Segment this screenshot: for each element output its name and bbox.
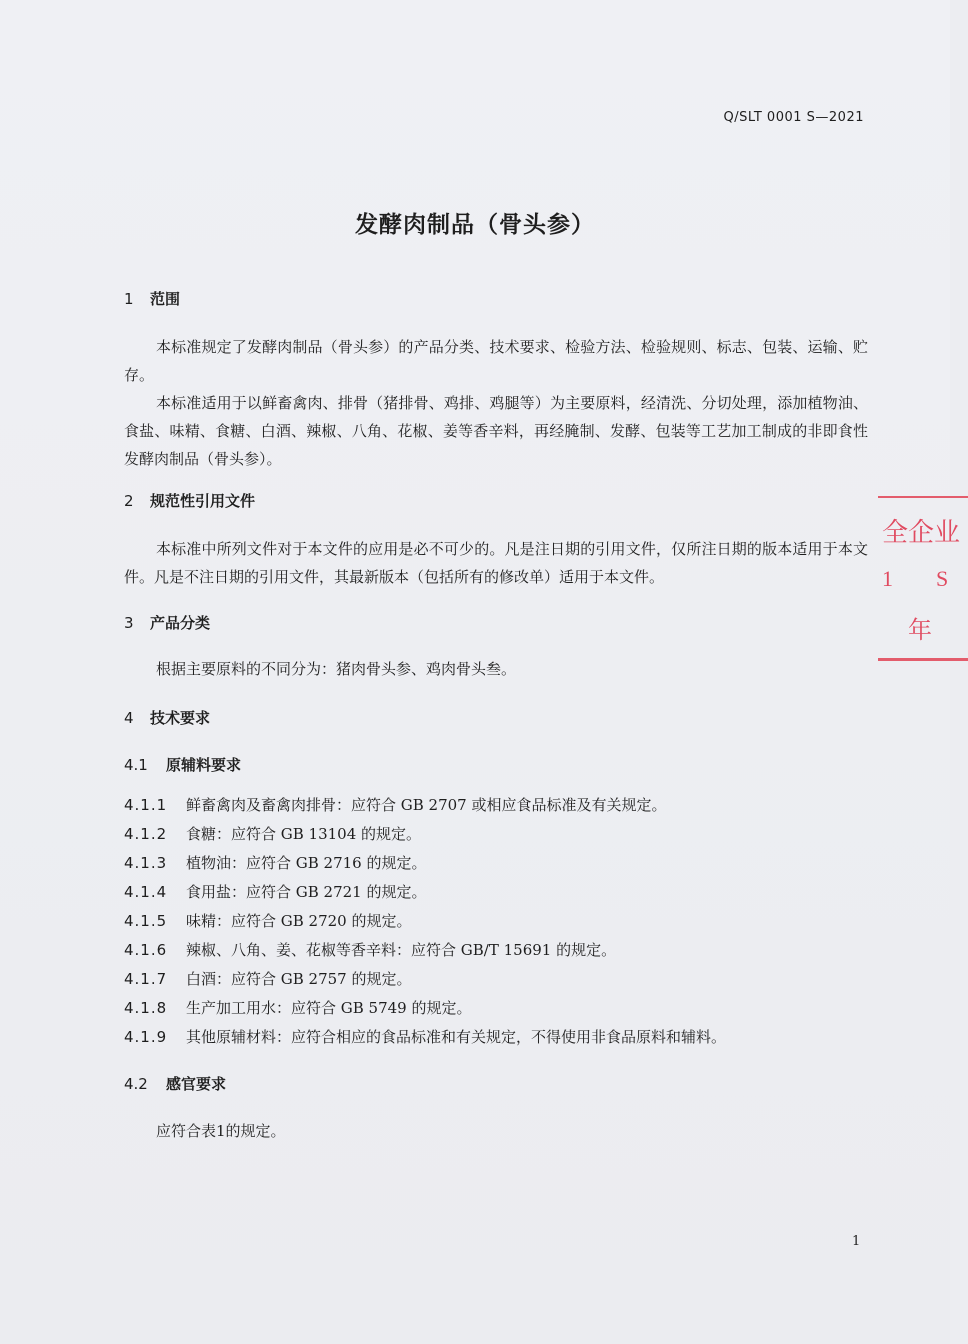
- stamp-text: 1: [882, 566, 893, 591]
- section-number: 3: [124, 614, 134, 632]
- section-heading-scope: [124, 288, 180, 309]
- subsection-number: 4.2: [124, 1075, 148, 1093]
- references-paragraph: 本标准中所列文件对于本文件的应用是必不可少的。凡是注日期的引用文件，仅所注日期的版本适用于本文件。凡是不注日期的引用文件，其最新版本（包括所有的修改单）适用于本文件。: [124, 540, 868, 586]
- stamp-text: 年: [908, 618, 932, 644]
- classification-paragraph: 根据主要原料的不同分为：猪肉骨头参、鸡肉骨头叁。: [156, 660, 517, 678]
- item-text: 植物油：应符合 GB 2716 的规定。: [186, 854, 427, 872]
- document-title: 发酵肉制品（骨头参）: [355, 212, 595, 238]
- item-text: 生产加工用水：应符合 GB 5749 的规定。: [186, 999, 472, 1017]
- material-item: [124, 791, 667, 819]
- material-item: [124, 994, 472, 1022]
- scope-paragraph-2: 本标准适用于以鲜畜禽肉、排骨（猪排骨、鸡排、鸡腿等）为主要原料，经清洗、分切处理，添加植物油、食盐、味精、食糖、白酒、辣椒、八角、花椒、姜等香辛料，再经腌制、发酵、包装等工艺加工制成的非即食性发酵肉制品（骨头参）。: [124, 394, 868, 468]
- subsection-number: 4.1: [124, 756, 148, 774]
- stamp-text: 全企业: [882, 518, 961, 547]
- item-text: 食糖：应符合 GB 13104 的规定。: [186, 825, 422, 843]
- subsection-heading-materials: [124, 754, 241, 775]
- page-number: 1: [852, 1234, 861, 1249]
- registration-stamp: [878, 496, 968, 661]
- section-heading-technical: [124, 707, 210, 728]
- sensory-paragraph: 应符合表1的规定。: [156, 1122, 286, 1140]
- standard-code: Q/SLT 0001 S—2021: [723, 110, 864, 125]
- material-item: [124, 820, 421, 848]
- section-number: 1: [124, 290, 134, 308]
- stamp-text: S: [936, 566, 949, 591]
- section-title: 范围: [150, 290, 181, 308]
- item-text: 其他原辅材料：应符合相应的食品标准和有关规定，不得使用非食品原料和辅料。: [186, 1028, 727, 1046]
- item-number: 4.1.5: [124, 912, 168, 930]
- item-text: 食用盐：应符合 GB 2721 的规定。: [186, 883, 427, 901]
- item-text: 白酒：应符合 GB 2757 的规定。: [186, 970, 412, 988]
- item-number: 4.1.1: [124, 796, 168, 814]
- item-number: 4.1.8: [124, 999, 168, 1017]
- section-title: 产品分类: [150, 614, 211, 632]
- subsection-title: 感官要求: [166, 1075, 227, 1093]
- item-number: 4.1.3: [124, 854, 168, 872]
- material-item: [124, 907, 412, 935]
- section-number: 4: [124, 709, 134, 727]
- item-text: 辣椒、八角、姜、花椒等香辛料：应符合 GB/T 15691 的规定。: [186, 941, 617, 959]
- subsection-title: 原辅料要求: [166, 756, 242, 774]
- item-text: 味精：应符合 GB 2720 的规定。: [186, 912, 412, 930]
- section-heading-classification: [124, 612, 210, 633]
- section-number: 2: [124, 492, 134, 510]
- scope-paragraph-1: 本标准规定了发酵肉制品（骨头参）的产品分类、技术要求、检验方法、检验规则、标志、包装、运输、贮存。: [124, 338, 868, 384]
- subsection-heading-sensory: [124, 1073, 226, 1094]
- item-number: 4.1.4: [124, 883, 168, 901]
- item-number: 4.1.6: [124, 941, 168, 959]
- item-number: 4.1.2: [124, 825, 168, 843]
- material-item: [124, 849, 427, 877]
- material-item: [124, 965, 412, 993]
- item-number: 4.1.7: [124, 970, 168, 988]
- material-item: [124, 1023, 726, 1051]
- material-item: [124, 878, 427, 906]
- section-title: 规范性引用文件: [150, 492, 256, 510]
- section-title: 技术要求: [150, 709, 211, 727]
- material-item: [124, 936, 616, 964]
- section-heading-references: [124, 490, 255, 511]
- item-number: 4.1.9: [124, 1028, 168, 1046]
- item-text: 鲜畜禽肉及畜禽肉排骨：应符合 GB 2707 或相应食品标准及有关规定。: [186, 796, 667, 814]
